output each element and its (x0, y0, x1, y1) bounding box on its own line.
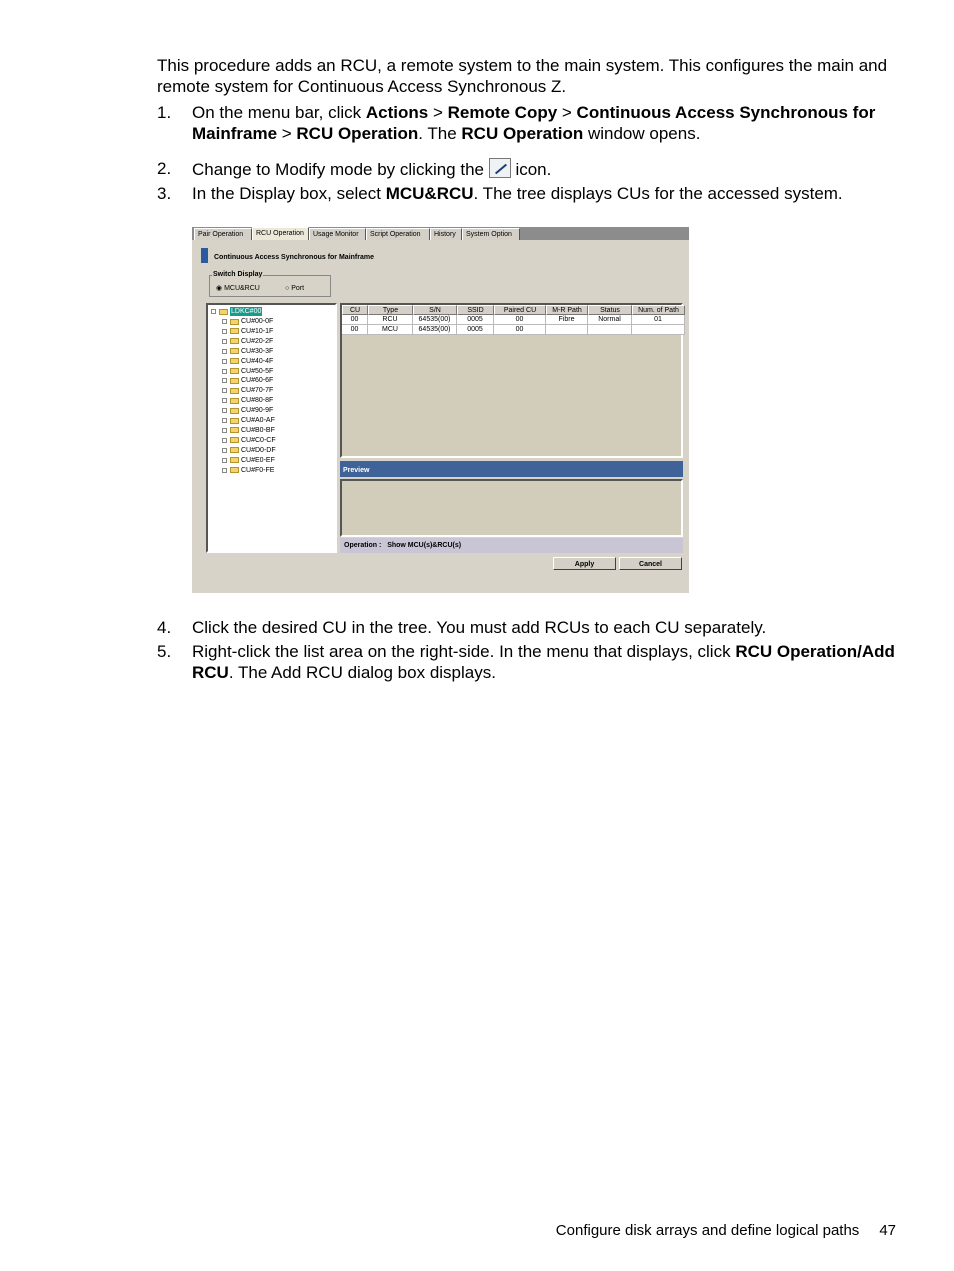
table-cell (546, 325, 588, 335)
table-cell: 01 (632, 315, 685, 325)
tree-item[interactable] (222, 357, 273, 366)
step-text: Click the desired CU in the tree. You must add RCUs to each CU separately. (192, 618, 767, 637)
radio-mcu-rcu[interactable]: ◉ MCU&RCU (216, 285, 260, 292)
step-number: 2. (157, 159, 172, 178)
step-text: In the Display box, select (192, 184, 386, 203)
tree-item[interactable] (222, 396, 273, 405)
expand-icon[interactable] (222, 359, 227, 364)
folder-icon (230, 427, 239, 433)
folder-icon (230, 338, 239, 344)
tree-root-label: LDKC#00 (231, 308, 262, 315)
column-header: Paired CU (494, 305, 546, 315)
page-number: 47 (879, 1222, 896, 1239)
menu-actions: Actions (365, 103, 429, 122)
page-footer (556, 1222, 896, 1239)
menu-remote-copy: Remote Copy (447, 103, 558, 122)
rcu-list[interactable] (340, 303, 683, 458)
folder-icon (230, 378, 239, 384)
table-cell: 00 (494, 315, 546, 325)
expand-icon[interactable] (222, 339, 227, 344)
column-header: M-R Path (546, 305, 588, 315)
folder-icon (230, 358, 239, 364)
tree-item-label: CU#E0-EF (241, 456, 275, 464)
folder-icon (230, 418, 239, 424)
option-mcu-rcu: MCU&RCU (385, 184, 474, 203)
tab-system-option[interactable]: System Option (462, 228, 520, 240)
tree-item-label: CU#90-9F (241, 407, 274, 415)
table-cell: 64535(00) (413, 325, 457, 335)
tree-item-label: CU#A0-AF (241, 417, 275, 424)
rcu-operation-screenshot (192, 227, 689, 593)
menu-continuous-access: Continuous Access Synchronous for Mainframe (192, 103, 876, 143)
preview-header: Preview (340, 461, 683, 477)
tree-item[interactable] (222, 386, 273, 395)
table-cell: 00 (342, 325, 368, 335)
folder-icon (230, 467, 239, 473)
table-cell: RCU (368, 315, 413, 325)
step-text: . The tree displays CUs for the accessed system. (473, 184, 843, 203)
expand-icon[interactable] (222, 329, 227, 334)
step-4 (157, 617, 902, 638)
apply-button[interactable]: Apply (553, 557, 616, 570)
folder-icon (230, 398, 239, 404)
panel-heading-text: Continuous Access Synchronous for Mainframe (214, 254, 374, 261)
step-text: window opens. (583, 124, 701, 143)
menu-rcu-operation-add: RCU Operation/Add RCU (192, 642, 895, 682)
document-body (157, 52, 902, 204)
tree-item-label: CU#80-8F (241, 397, 274, 405)
preview-area (340, 479, 683, 537)
step-3 (157, 183, 902, 204)
step-number: 3. (157, 184, 172, 203)
tree-item[interactable] (222, 337, 273, 346)
cancel-button[interactable]: Cancel (619, 557, 682, 570)
expand-icon[interactable] (222, 319, 227, 324)
folder-icon (230, 447, 239, 453)
collapse-icon[interactable] (211, 309, 216, 314)
table-cell (588, 325, 632, 335)
operation-value: Show MCU(s)&RCU(s) (387, 542, 462, 549)
tree-item-label: CU#60-6F (241, 377, 274, 385)
footer-title: Configure disk arrays and define logical paths (555, 1222, 860, 1239)
modify-pencil-icon (489, 158, 511, 178)
tab-rcu-operation[interactable]: RCU Operation (252, 227, 309, 240)
radio-label: MCU&RCU (224, 285, 260, 292)
menu-rcu-operation: RCU Operation (296, 124, 419, 143)
table-cell: MCU (368, 325, 413, 335)
tree-item-label: CU#F0-FE (241, 466, 275, 474)
folder-icon (230, 388, 239, 394)
tree-item[interactable] (222, 406, 273, 415)
tree-item[interactable] (222, 466, 274, 475)
step-text: . The Add RCU dialog box displays. (228, 663, 496, 682)
tree-item[interactable] (222, 416, 275, 425)
tree-item-label: CU#50-5F (241, 367, 274, 375)
tree-item[interactable] (222, 367, 273, 376)
expand-icon[interactable] (222, 418, 227, 423)
step-number: 5. (157, 642, 172, 661)
operation-label: Operation : (344, 542, 382, 549)
tree-item[interactable] (222, 446, 276, 455)
column-header: Type (368, 305, 413, 315)
table-cell: Fibre (546, 315, 588, 325)
expand-icon[interactable] (222, 398, 227, 403)
tree-item[interactable] (222, 347, 273, 356)
tree-item[interactable] (222, 426, 275, 435)
table-cell: 0005 (457, 325, 494, 335)
table-cell: 0005 (457, 315, 494, 325)
cu-tree[interactable] (206, 303, 337, 553)
tab-pair-operation[interactable]: Pair Operation (194, 228, 252, 240)
radio-label: Port (291, 285, 305, 292)
separator: > (557, 103, 577, 122)
step-number: 1. (157, 103, 172, 122)
folder-icon (230, 408, 239, 414)
expand-icon[interactable] (222, 468, 227, 473)
column-header: CU (342, 305, 368, 315)
folder-icon (230, 437, 239, 443)
tree-item-label: CU#00-0F (241, 318, 274, 325)
separator: > (428, 103, 448, 122)
tree-item[interactable] (222, 317, 273, 326)
column-header: S/N (413, 305, 457, 315)
expand-icon[interactable] (222, 428, 227, 433)
folder-icon (230, 348, 239, 354)
expand-icon[interactable] (222, 408, 227, 413)
window-rcu-operation: RCU Operation (461, 124, 584, 143)
separator: > (277, 124, 297, 143)
intro-paragraph: This procedure adds an RCU, a remote system to the main system. This configures the main and remote system for Continuous Access Synchronous Z. (157, 56, 888, 96)
tab-script-operation[interactable]: Script Operation (366, 228, 430, 240)
expand-icon[interactable] (222, 378, 227, 383)
folder-icon (219, 309, 228, 315)
tab-bar (192, 227, 689, 240)
tree-item-label: CU#10-1F (241, 327, 274, 335)
step-1 (157, 102, 902, 144)
expand-icon[interactable] (222, 388, 227, 393)
step-text: icon. (510, 160, 552, 179)
column-header: Status (588, 305, 632, 315)
heading-marker (201, 248, 208, 263)
tab-usage-monitor[interactable]: Usage Monitor (309, 228, 366, 240)
tab-history[interactable]: History (430, 228, 462, 240)
switch-display-legend: Switch Display (213, 271, 263, 278)
tree-item-label: CU#70-7F (241, 387, 274, 395)
tree-item[interactable] (222, 456, 275, 465)
folder-icon (230, 328, 239, 334)
expand-icon[interactable] (222, 458, 227, 463)
step-text: Change to Modify mode by clicking the (192, 160, 489, 179)
folder-icon (230, 319, 239, 325)
step-text: On the menu bar, click (192, 103, 366, 122)
table-cell (632, 325, 685, 335)
tree-item-label: CU#B0-BF (241, 426, 275, 434)
folder-icon (230, 368, 239, 374)
expand-icon[interactable] (222, 438, 227, 443)
tree-item[interactable] (222, 376, 273, 385)
table-cell: 00 (494, 325, 546, 335)
table-cell: Normal (588, 315, 632, 325)
tree-item[interactable] (222, 436, 276, 445)
expand-icon[interactable] (222, 349, 227, 354)
folder-icon (230, 457, 239, 463)
step-text: . The (418, 124, 462, 143)
tree-root[interactable] (211, 307, 262, 316)
table-cell: 00 (342, 315, 368, 325)
expand-icon[interactable] (222, 448, 227, 453)
column-header: Num. of Path (632, 305, 685, 315)
step-2 (157, 158, 902, 180)
radio-port[interactable]: ○ Port (285, 285, 305, 292)
expand-icon[interactable] (222, 369, 227, 374)
operation-bar (340, 538, 683, 553)
tree-item-label: CU#20-2F (241, 337, 274, 345)
tree-item-label: CU#30-3F (241, 347, 274, 355)
tree-item[interactable] (222, 327, 273, 336)
tree-item-label: CU#40-4F (241, 357, 274, 365)
column-header: SSID (457, 305, 494, 315)
step-number: 4. (157, 618, 172, 637)
step-5 (157, 641, 902, 683)
document-body-continued (157, 617, 902, 683)
tree-item-label: CU#D0-DF (241, 446, 276, 454)
table-cell: 64535(00) (413, 315, 457, 325)
tree-item-label: CU#C0-CF (241, 436, 276, 444)
step-text: Right-click the list area on the right-side. In the menu that displays, click (192, 642, 736, 661)
